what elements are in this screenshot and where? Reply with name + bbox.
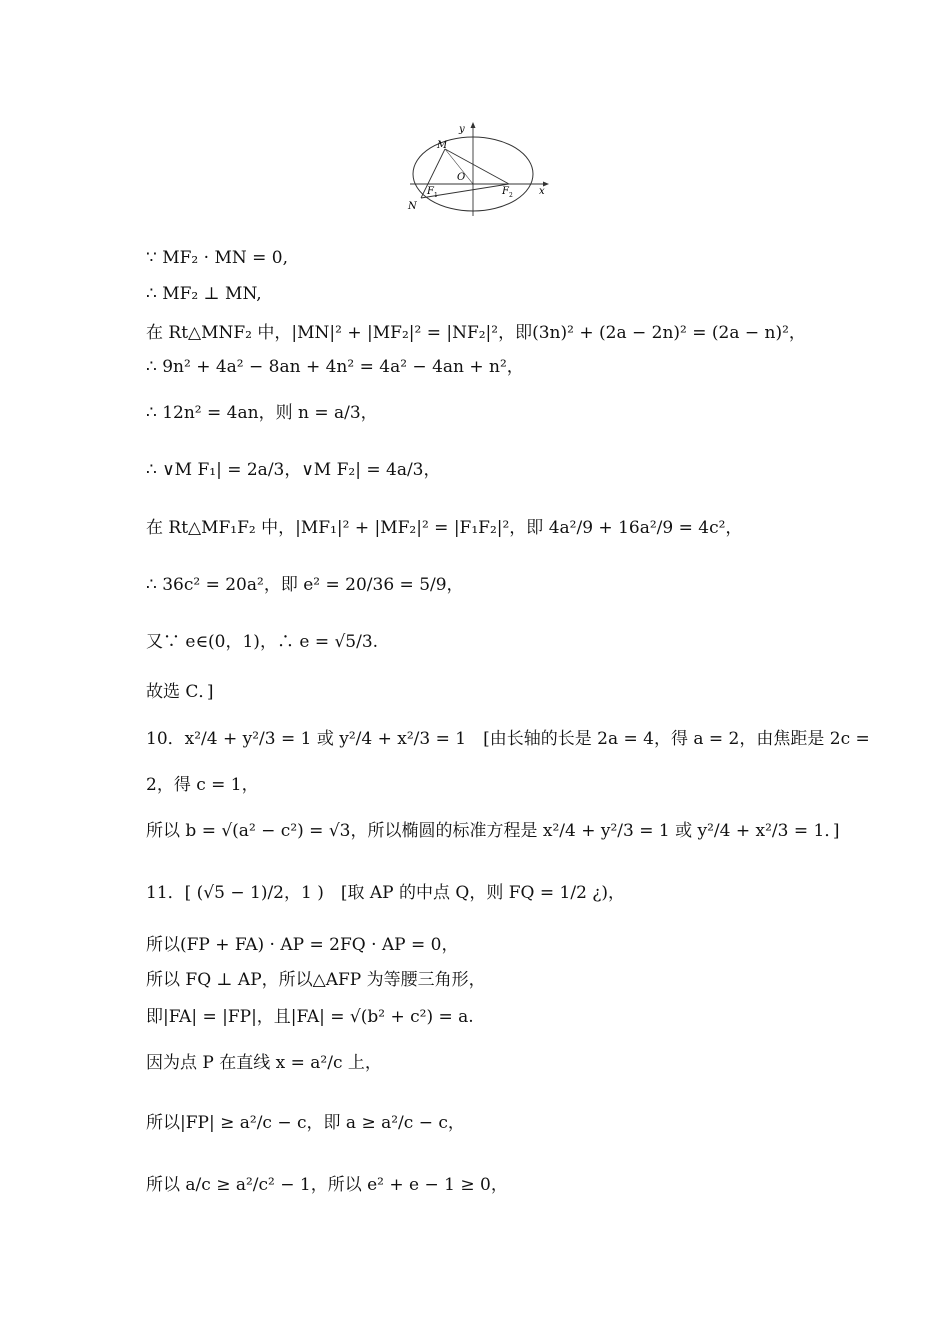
- line-16: 所以 FQ ⊥ AP，所以△AFP 为等腰三角形，: [146, 970, 486, 990]
- line-3: 在 Rt△MNF₂ 中，|MN|² + |MF₂|² = |NF₂|²，即(3n)² + (2a − 2n)² = (2a − n)²，: [146, 323, 806, 343]
- y-axis-arrow: [471, 122, 476, 128]
- line-14: 11．[ (√5 − 1)/2，1 ) [取 AP 的中点 Q，则 FQ = 1/2 ¿)，: [146, 883, 626, 903]
- line-1: ∵ MF₂ · MN = 0,: [146, 248, 289, 268]
- label-y: y: [459, 124, 465, 135]
- label-F2-sub: 2: [509, 192, 513, 199]
- line-5: ∴ 12n² = 4an，则 n = a/3，: [146, 403, 378, 423]
- line-18: 因为点 P 在直线 x = a²/c 上，: [146, 1053, 382, 1073]
- line-2: ∴ MF₂ ⊥ MN,: [146, 284, 262, 304]
- label-F1: F: [427, 186, 434, 197]
- label-N: N: [408, 201, 417, 212]
- label-x: x: [539, 186, 545, 197]
- ellipse-figure: [405, 118, 555, 218]
- line-10: 故选 C．]: [146, 682, 214, 702]
- label-O: O: [457, 172, 466, 183]
- line-11: 10．x²/4 + y²/3 = 1 或 y²/4 + x²/3 = 1 [由长轴的长是 2a = 4，得 a = 2，由焦距是 2c =: [146, 729, 870, 749]
- line-13: 所以 b = √(a² − c²) = √3，所以椭圆的标准方程是 x²/4 + y²/3 = 1 或 y²/4 + x²/3 = 1．]: [146, 821, 840, 841]
- line-9: 又∵ e∈(0，1)，∴ e = √5/3.: [146, 632, 379, 652]
- label-M: M: [437, 140, 448, 151]
- line-17: 即|FA| = |FP|，且|FA| = √(b² + c²) = a.: [146, 1007, 474, 1027]
- label-F2: F: [502, 186, 509, 197]
- label-F1-sub: 1: [434, 192, 438, 199]
- line-8: ∴ 36c² = 20a²，即 e² = 20/36 = 5/9，: [146, 575, 464, 595]
- line-20: 所以 a/c ≥ a²/c² − 1，所以 e² + e − 1 ≥ 0，: [146, 1175, 508, 1195]
- line-4: ∴ 9n² + 4a² − 8an + 4n² = 4a² − 4an + n²，: [146, 357, 524, 377]
- line-12: 2，得 c = 1，: [146, 775, 259, 795]
- line-6: ∴ ∨M F₁| = 2a/3，∨M F₂| = 4a/3，: [146, 460, 441, 480]
- line-7: 在 Rt△MF₁F₂ 中，|MF₁|² + |MF₂|² = |F₁F₂|²，即 4a²/9 + 16a²/9 = 4c²，: [146, 518, 743, 538]
- line-19: 所以|FP| ≥ a²/c − c，即 a ≥ a²/c − c，: [146, 1113, 465, 1133]
- segment-MF2: [445, 149, 509, 184]
- line-15: 所以(FP + FA) · AP = 2FQ · AP = 0，: [146, 935, 459, 955]
